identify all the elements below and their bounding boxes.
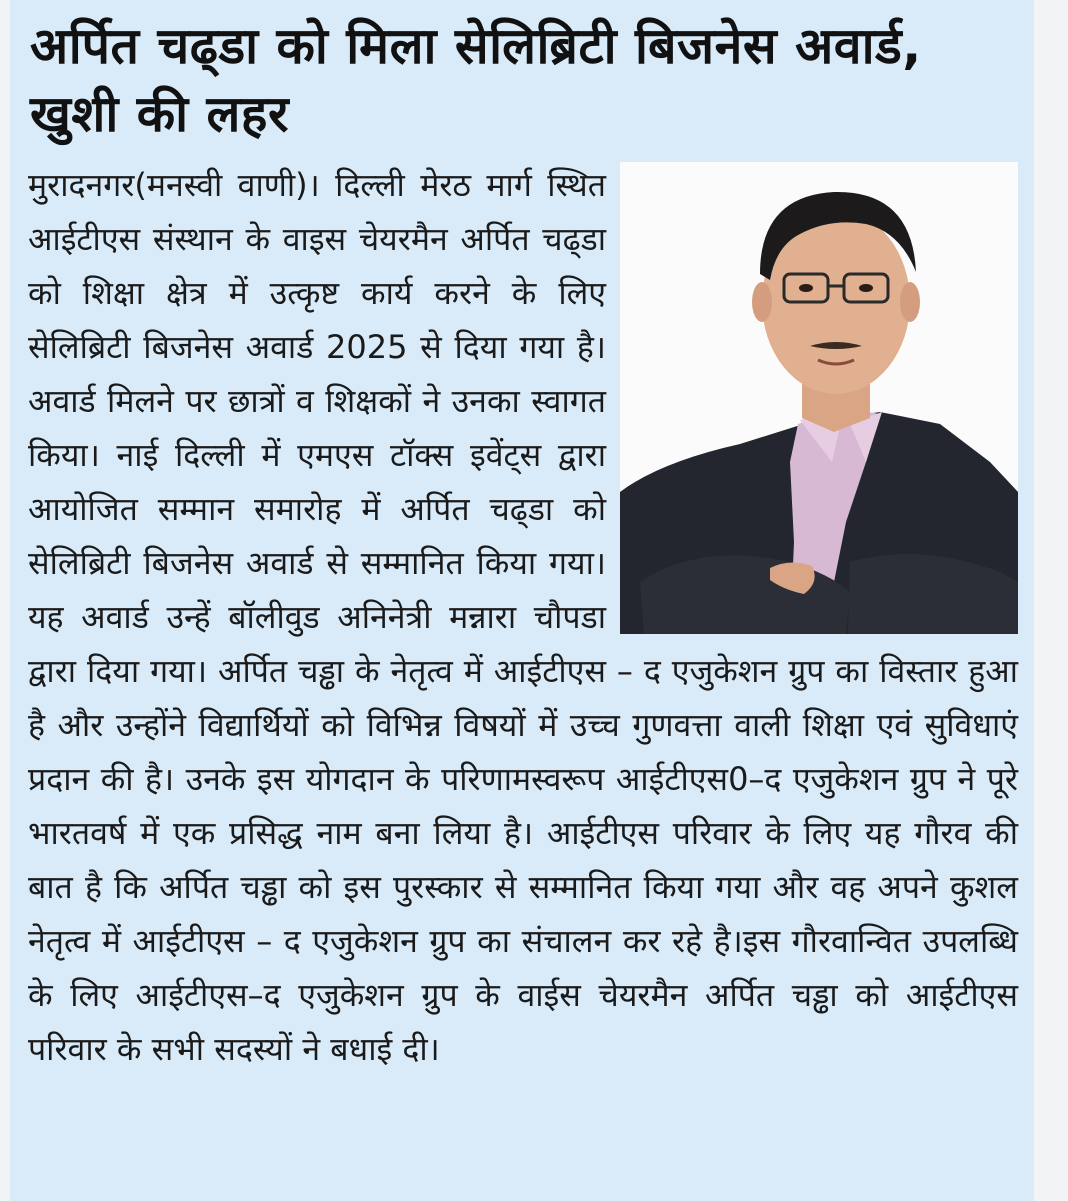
article-body: मुरादनगर(मनस्वी वाणी)। दिल्ली मेरठ मार्ग स्थित आईटीएस संस्थान के वाइस चेयरमैन अर्पित चढ्डा को शिक्षा क्षेत्र में उत्कृष्ट कार्य करने के लिए सेलिब्रिटी बिजनेस अवार्ड 2025 से दिया गया है। अवार्ड मिलने पर छात्रों व शिक्षकों ने उनका स्वागत किया। नाई दिल्ली में एमएस टॉक्स इवेंट्स द्वारा आयोजित सम्मान समारोह में अर्पित चढ्डा को सेलिब्रिटी बिजनेस अवार्ड से सम्मानित किया गया। यह अवार्ड उन्हें बॉलीवुड अनिनेत्री मन्नारा चौपडा द्वारा दिया गया। अर्पित चड्ढा के नेतृत्व में आईटीएस – द एजुकेशन ग्रुप का विस्तार हुआ है और उन्होंने विद्यार्थियों को विभिन्न विषयों में उच्च गुणवत्ता वाली शिक्षा एवं सुविधाएं प्रदान की है। उनके इस योगदान के परिणामस्वरूप आईटीएस0–द एजुकेशन ग्रुप ने पूरे भारतवर्ष में एक प्रसिद्ध नाम बना लिया है। आईटीएस परिवार के लिए यह गौरव की बात है कि अर्पित चड्ढा को इस पुरस्कार से सम्मानित किया गया और वह अपने कुशल नेतृत्व में आईटीएस – द एजुकेशन ग्रुप का संचालन कर रहे है।इस गौरवान्वित उपलब्धि के लिए आईटीएस–द एजुकेशन ग्रुप के वाईस चेयरमैन अर्पित चड्ढा को आईटीएस परिवार के सभी सदस्यों ने बधाई दी। (28, 166, 1018, 1068)
article-body-container (28, 158, 1018, 1076)
newspaper-clipping (10, 0, 1034, 1201)
headline: अर्पित चढ्डा को मिला सेलिब्रिटी बिजनेस अवार्ड, खुशी की लहर (30, 17, 922, 143)
portrait-photo (620, 162, 1018, 634)
page-margin (1034, 0, 1068, 1201)
portrait-photo-icon (620, 162, 1018, 634)
